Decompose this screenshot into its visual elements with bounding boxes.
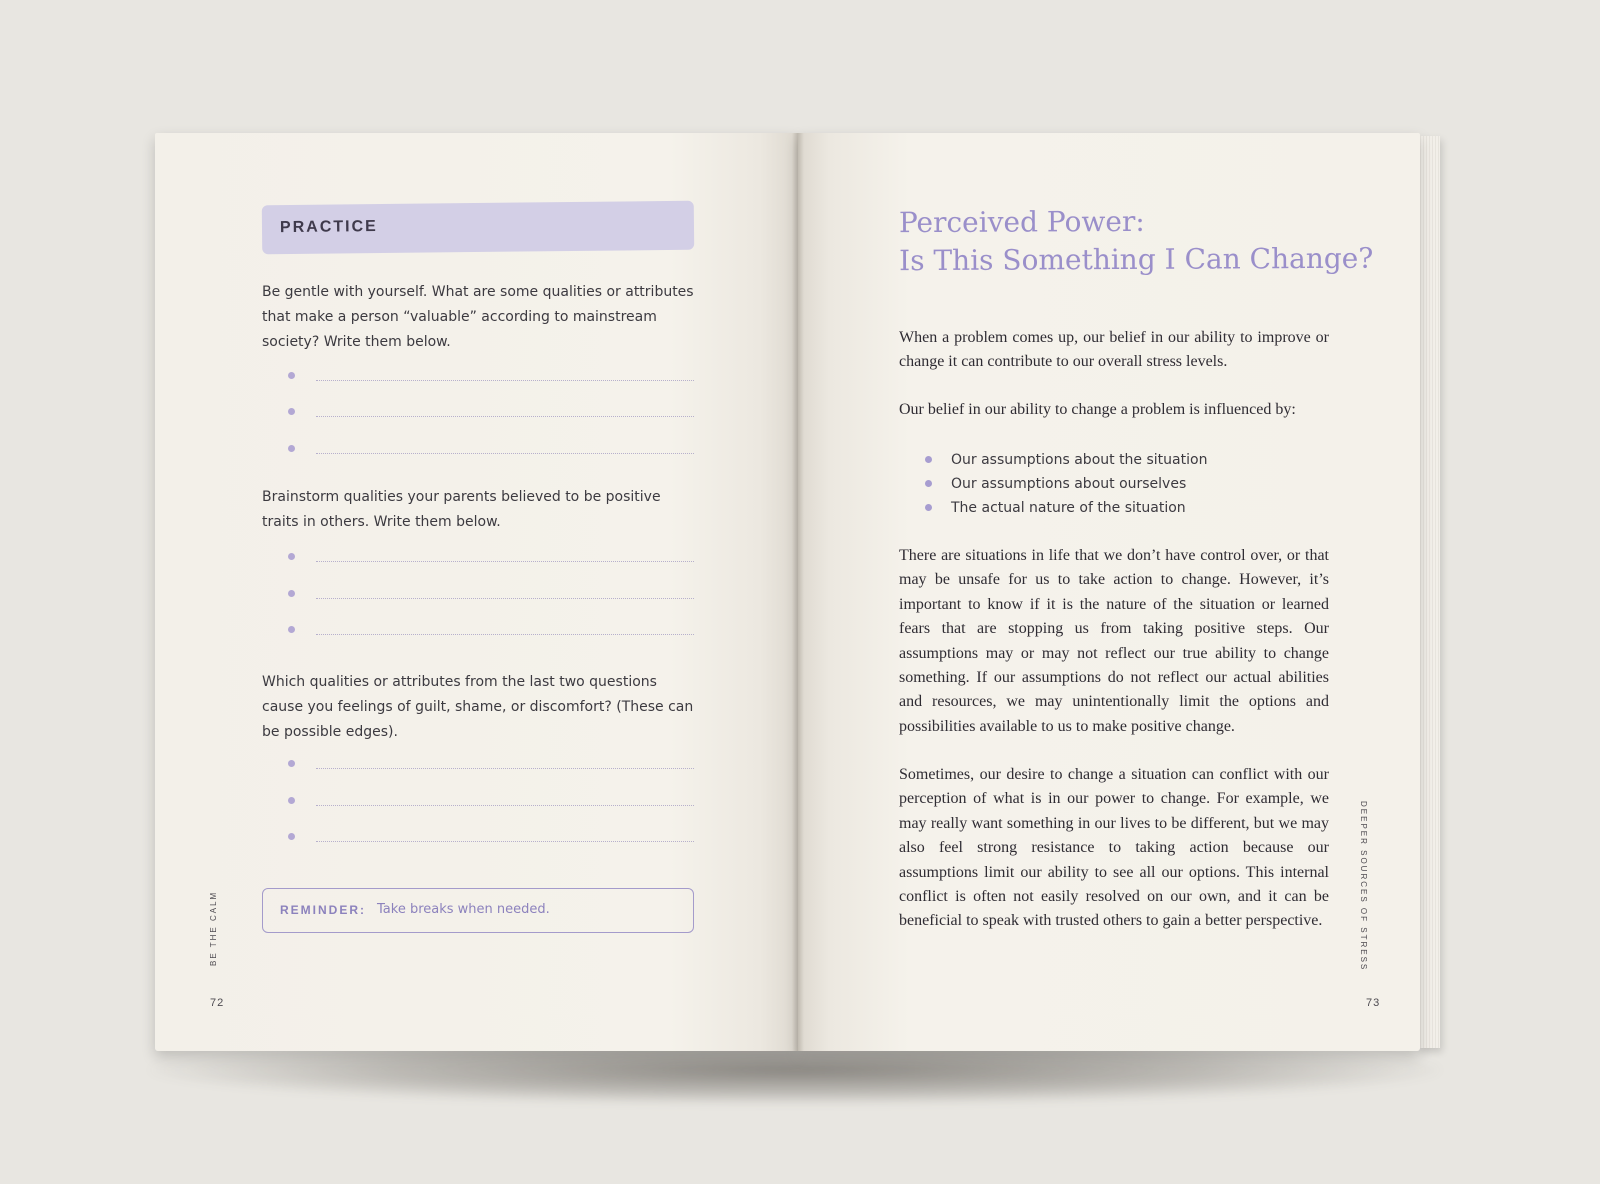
title-line-2: Is This Something I Can Change? [899,241,1374,278]
bullet-dot [925,504,932,511]
answer-line [288,590,694,602]
reminder-text: Take breaks when needed. [377,902,550,917]
page-number-right: 73 [1366,997,1381,1009]
bullet-dot [288,590,295,597]
dotted-line [316,416,694,417]
question-3: Which qualities or attributes from the last two questions cause you feelings of guilt, shame, or discomfort? (These can be possible edges). [262,674,694,740]
list-item [925,472,1325,496]
list-item [925,448,1325,472]
bullet-dot [288,760,295,767]
list-item-text: The actual nature of the situation [951,500,1186,516]
reminder-box [262,888,694,933]
list-item-text: Our assumptions about the situation [951,452,1208,468]
paragraph-4: Sometimes, our desire to change a situation can conflict with our perception of what is in our power to change. For example, we may really want something in our lives to be different, but we may also feel strong resistance to taking action because our assumptions limit our ability to see all our options. This internal conflict is often not easily resolved on our own, and it can be beneficial to speak with trusted others to gain a better perspective. [899,766,1329,930]
dotted-line [316,561,694,562]
answer-line [288,445,694,457]
bullet-dot [288,408,295,415]
practice-banner [262,201,694,255]
list-item [925,496,1325,520]
bullet-dot [288,797,295,804]
practice-title: PRACTICE [279,218,378,237]
running-head-left: BE THE CALM [209,890,218,966]
bullet-dot [288,372,295,379]
paragraph-2: Our belief in our ability to change a problem is influenced by: [899,401,1296,418]
answer-line [288,553,694,565]
title-line-1: Perceived Power: [898,204,1145,240]
answer-line [288,626,694,638]
dotted-line [316,598,694,599]
dotted-line [316,805,694,806]
paragraph-1: When a problem comes up, our belief in our ability to improve or change it can contribute to our overall stress levels. [899,329,1329,371]
answer-line [288,797,694,809]
bullet-dot [925,456,932,463]
bullet-dot [288,553,295,560]
book-gutter [792,133,804,1051]
bullet-dot [288,833,295,840]
answer-line [288,408,694,420]
dotted-line [316,453,694,454]
answer-line [288,833,694,845]
answer-line [288,760,694,772]
list-item-text: Our assumptions about ourselves [951,476,1187,492]
bullet-dot [288,626,295,633]
paragraph-3: There are situations in life that we don’t have control over, or that may be unsafe for us to take action to change. However, it’s important to know if it is the nature of the situation or learned fears that are stopping us from taking positive steps. Our assumptions may or may not reflect our true ability to change something. If our assumptions do not reflect our actual abilities and resources, we may unintentionally limit the options and possibilities available to us to make positive change. [899,547,1329,735]
question-1: Be gentle with yourself. What are some qualities or attributes that make a person “valuable” according to mainstream society? Write them below. [262,284,694,350]
dotted-line [316,768,694,769]
page-edges [1418,136,1440,1048]
dotted-line [316,380,694,381]
bullet-dot [288,445,295,452]
dotted-line [316,841,694,842]
section-title [898,202,1374,280]
bullet-dot [925,480,932,487]
page-number-left: 72 [210,997,225,1009]
dotted-line [316,634,694,635]
question-2: Brainstorm qualities your parents believed to be positive traits in others. Write them below. [262,489,661,530]
influence-list [925,448,1325,520]
running-head-right: DEEPER SOURCES OF STRESS [1359,801,1368,972]
answer-line [288,372,694,384]
reminder-label: REMINDER: [280,903,366,917]
